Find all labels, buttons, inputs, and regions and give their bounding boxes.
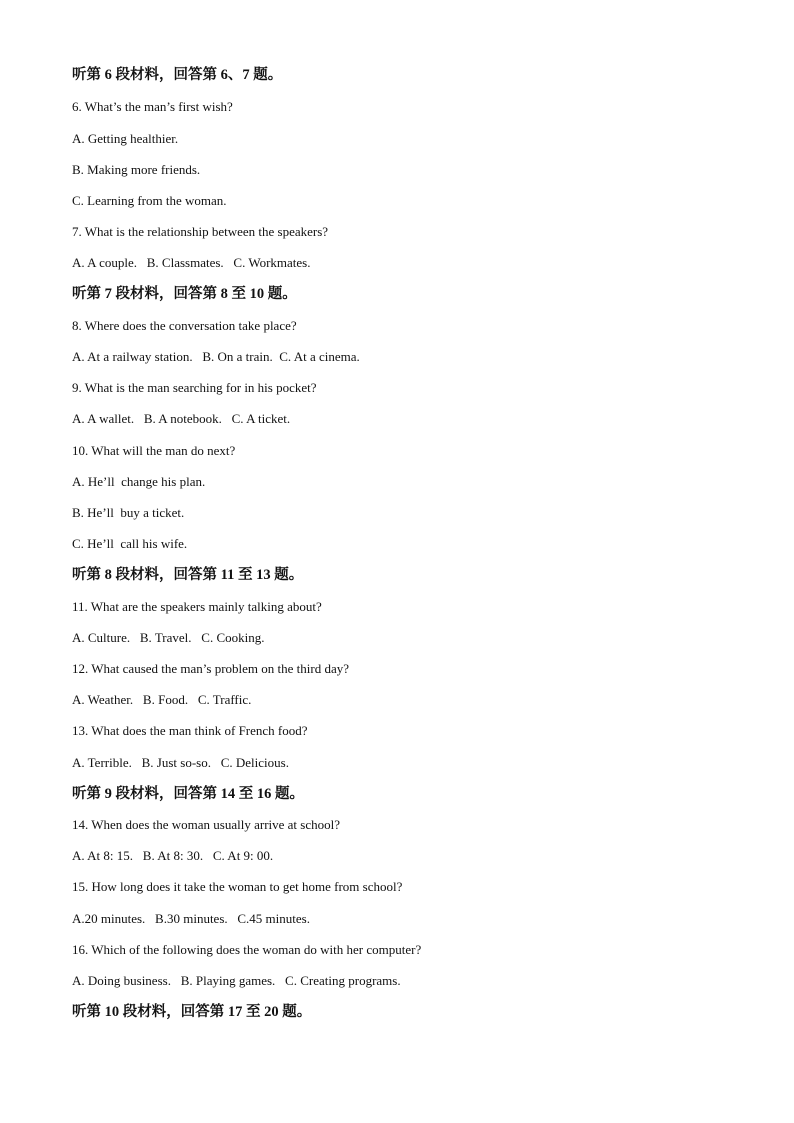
option-line: A. At 8: 15. B. At 8: 30. C. At 9: 00.	[72, 848, 274, 863]
option-line: A. Getting healthier.	[72, 131, 179, 146]
section-heading: 听第 9 段材料，回答第 14 至 16 题。	[72, 786, 304, 802]
option-line: A.20 minutes. B.30 minutes. C.45 minutes.	[72, 911, 310, 926]
section-heading: 听第 8 段材料，回答第 11 至 13 题。	[72, 567, 304, 583]
question-line: 15. How long does it take the woman to get home from school?	[72, 879, 403, 894]
question-line: 8. Where does the conversation take place?	[72, 318, 297, 333]
section-heading: 听第 7 段材料，回答第 8 至 10 题。	[72, 286, 297, 302]
question-line: 13. What does the man think of French food?	[72, 723, 308, 738]
option-line: A. Terrible. B. Just so-so. C. Delicious.	[72, 755, 289, 770]
question-line: 11. What are the speakers mainly talking about?	[72, 599, 322, 614]
option-line: A. A couple. B. Classmates. C. Workmates.	[72, 255, 311, 270]
option-line: A. Weather. B. Food. C. Traffic.	[72, 692, 252, 707]
option-line: C. Learning from the woman.	[72, 193, 227, 208]
option-line: B. Making more friends.	[72, 162, 201, 177]
question-line: 7. What is the relationship between the speakers?	[72, 224, 329, 239]
question-line: 14. When does the woman usually arrive at school?	[72, 817, 340, 832]
section-heading: 听第 6 段材料，回答第 6、7 题。	[72, 67, 283, 83]
question-line: 9. What is the man searching for in his pocket?	[72, 380, 317, 395]
option-line: A. Doing business. B. Playing games. C. Creating programs.	[72, 973, 401, 988]
option-line: A. A wallet. B. A notebook. C. A ticket.	[72, 411, 291, 426]
question-line: 6. What’s the man’s first wish?	[72, 99, 233, 114]
option-line: C. He’ll call his wife.	[72, 536, 188, 551]
option-line: B. He’ll buy a ticket.	[72, 505, 185, 520]
question-line: 10. What will the man do next?	[72, 443, 236, 458]
option-line: A. He’ll change his plan.	[72, 474, 206, 489]
section-heading: 听第 10 段材料，回答第 17 至 20 题。	[72, 1004, 312, 1020]
question-line: 12. What caused the man’s problem on the third day?	[72, 661, 350, 676]
option-line: A. At a railway station. B. On a train. C. At a cinema.	[72, 349, 360, 364]
question-line: 16. Which of the following does the woman do with her computer?	[72, 942, 422, 957]
option-line: A. Culture. B. Travel. C. Cooking.	[72, 630, 265, 645]
